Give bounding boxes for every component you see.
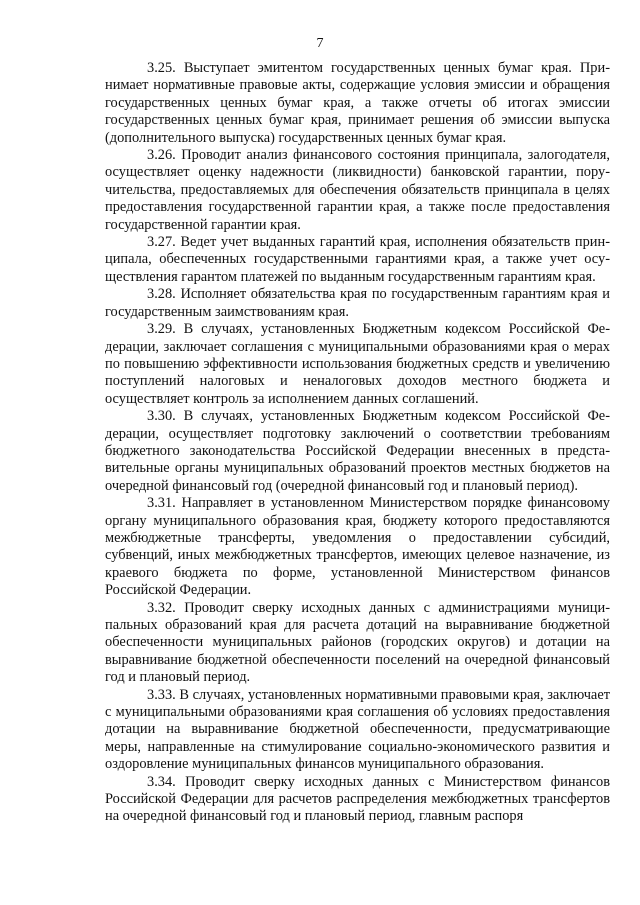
paragraph-3-29: 3.29. В случаях, установленных Бюджетным кодексом Российской Федерации, заключает соглашения с муниципальными образованиями края о мерах по повышению эффективности использования бюджетных средств и увеличению поступлений налоговых и неналоговых доходов местного бюджета и осуществляет контроль за исполнением данных соглашений. — [105, 321, 610, 407]
paragraph-3-26: 3.26. Проводит анализ финансового состояния принципала, залогодателя, осуществляет оценку надежности (ликвидности) банковской гарантии, поручительства, предоставляемых для обеспечения обязательств принципала в целях предоставления государственной гарантии края, а также после предоставления государственной гарантии края. — [105, 147, 610, 233]
page-number: 7 — [316, 36, 324, 51]
paragraph-3-30: 3.30. В случаях, установленных Бюджетным кодексом Российской Федерации, осуществляет подготовку заключений о соответствии требованиям бюджетного законодательства Российской Федерации внесенных в представительные органы муниципальных образований проектов местных бюджетов на очередной финансовый год (очередной финансовый год и плановый период). — [105, 408, 610, 494]
paragraph-3-27: 3.27. Ведет учет выданных гарантий края, исполнения обязательств принципала, обеспеченных государственными гарантиями края, а также учет осуществления гарантом платежей по выданным государственным гарантиям края. — [105, 234, 610, 285]
document-body — [105, 60, 610, 826]
paragraph-3-32: 3.32. Проводит сверку исходных данных с администрациями муниципальных образований края для расчета дотаций на выравнивание бюджетной обеспеченности муниципальных районов (городских округов) и дотации на выравнивание бюджетной обеспеченности поселений на очередной финансовый год и плановый период. — [105, 599, 610, 686]
paragraph-3-34: 3.34. Проводит сверку исходных данных с Министерством финансов Российской Федерации для расчетов распределения межбюджетных трансфертов на очередной финансовый год и плановый период, главным распоря — [105, 773, 610, 825]
paragraph-3-31: 3.31. Направляет в установленном Министерством порядке финансовому органу муниципального образования края, бюджету которого предоставляются межбюджетные трансферты, уведомления о предоставлении субсидий, субвенций, иных межбюджетных трансфертов, имеющих целевое назначение, из краевого бюджета по форме, установленной Министерством финансов Российской Федерации. — [105, 495, 610, 599]
paragraph-3-28: 3.28. Исполняет обязательства края по государственным гарантиям края и государственным заимствованиям края. — [105, 286, 610, 320]
paragraph-3-33: 3.33. В случаях, установленных нормативными правовыми края, заключает с муниципальными образованиями края соглашения об условиях предоставления дотации на выравнивание бюджетной обеспеченности, предусматривающие меры, направленные на стимулирование социально-экономического развития и оздоровление муниципальных финансов муниципального образования. — [105, 686, 610, 773]
paragraph-3-25: 3.25. Выступает эмитентом государственных ценных бумаг края. Принимает нормативные правовые акты, содержащие условия эмиссии и обращения государственных ценных бумаг края, а также отчеты об итогах эмиссии государственных ценных бумаг края, принимает решения об эмиссии выпуска (дополнительного выпуска) государственных ценных бумаг края. — [105, 60, 610, 146]
